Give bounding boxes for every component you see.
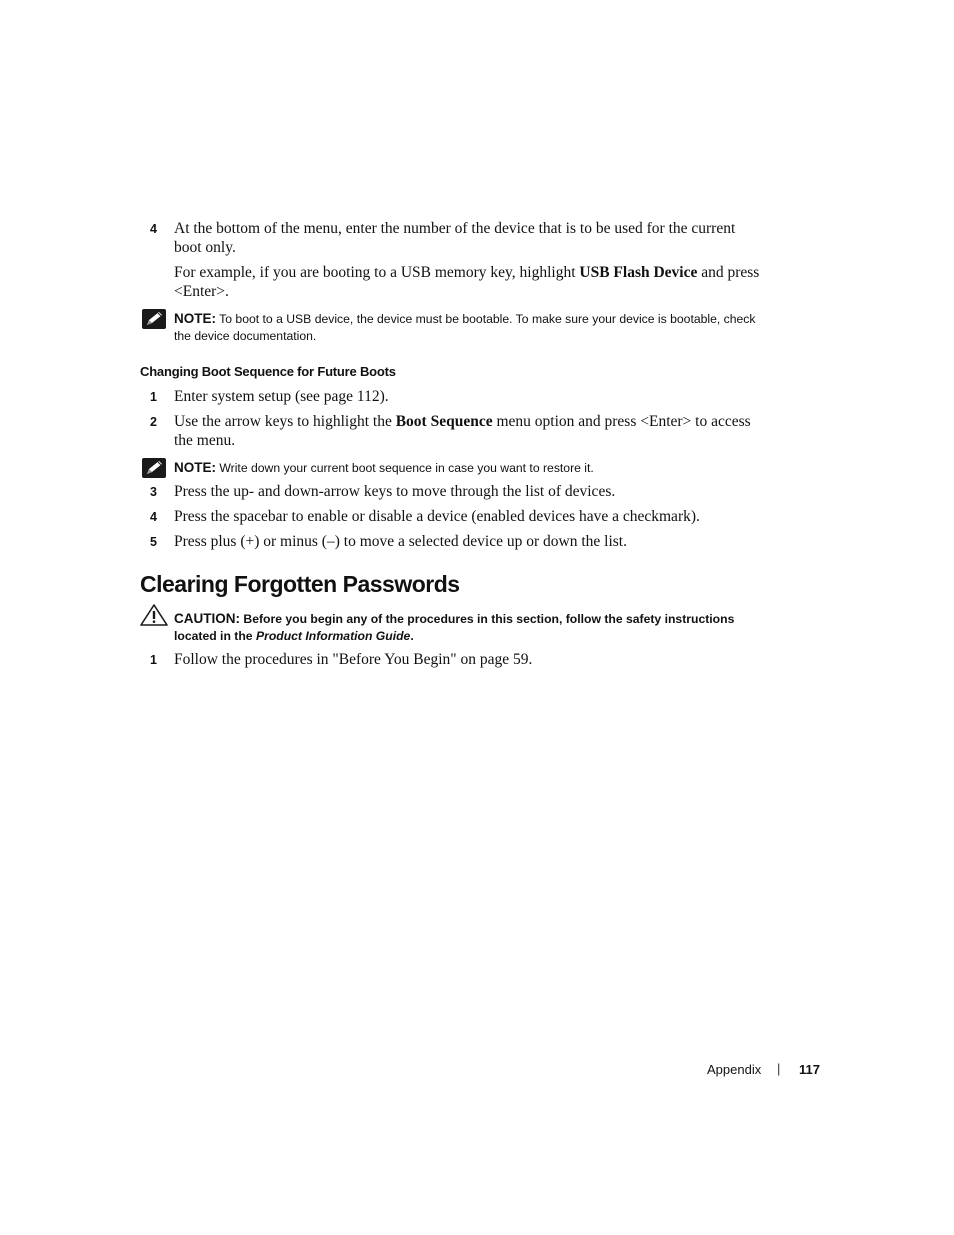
note-pencil-icon bbox=[142, 309, 166, 329]
step-number: 4 bbox=[150, 510, 157, 524]
step-number: 2 bbox=[150, 415, 157, 429]
footer-section-name: Appendix bbox=[707, 1062, 762, 1077]
caution-text-pre: Before you begin any of the procedures in this section, follow the safety instructions located in the bbox=[174, 612, 735, 643]
step-text-pre: Use the arrow keys to highlight the bbox=[174, 413, 396, 430]
note-pencil-icon bbox=[142, 458, 166, 478]
step-number: 1 bbox=[150, 653, 157, 667]
caution-text bbox=[174, 610, 754, 645]
step-number: 1 bbox=[150, 390, 157, 404]
section-heading: Changing Boot Sequence for Future Boots bbox=[140, 364, 396, 379]
note-label: NOTE: bbox=[174, 460, 216, 475]
step-number: 4 bbox=[150, 222, 157, 236]
step-text: Press plus (+) or minus (–) to move a selected device up or down the list. bbox=[174, 533, 627, 550]
note-boot-sequence bbox=[174, 459, 774, 477]
step-number: 5 bbox=[150, 535, 157, 549]
example-paragraph bbox=[174, 263, 764, 301]
example-ui-term: USB Flash Device bbox=[579, 264, 698, 281]
step-text: Enter system setup (see page 112). bbox=[174, 388, 389, 405]
footer-separator: | bbox=[777, 1061, 781, 1076]
step-ui-term: Boot Sequence bbox=[395, 413, 493, 430]
page-number: 117 bbox=[799, 1062, 820, 1077]
step-text: At the bottom of the menu, enter the number of the device that is to be used for the current boot only. bbox=[174, 220, 736, 256]
step-text bbox=[174, 412, 764, 450]
main-heading: Clearing Forgotten Passwords bbox=[140, 571, 460, 597]
step-text: Follow the procedures in "Before You Begin" on page 59. bbox=[174, 651, 533, 668]
example-text-pre: For example, if you are booting to a USB memory key, highlight bbox=[174, 264, 580, 281]
note-label: NOTE: bbox=[174, 311, 216, 326]
caution-label: CAUTION: bbox=[174, 611, 240, 626]
caution-triangle-icon bbox=[140, 604, 168, 626]
note-text: To boot to a USB device, the device must be bootable. To make sure your device is bootable, check the device documentation. bbox=[174, 312, 756, 343]
caution-text-post: . bbox=[410, 629, 414, 643]
step-text: Press the up- and down-arrow keys to move through the list of devices. bbox=[174, 483, 616, 500]
step-number: 3 bbox=[150, 485, 157, 499]
step-text-post: menu option and press <Enter> to access the menu. bbox=[174, 413, 751, 449]
step-text: Press the spacebar to enable or disable a device (enabled devices have a checkmark). bbox=[174, 508, 700, 525]
caution-guide-title: Product Information Guide bbox=[255, 629, 411, 643]
note-text: Write down your current boot sequence in case you want to restore it. bbox=[216, 461, 594, 475]
note-usb-boot bbox=[174, 310, 774, 345]
example-text-post: and press <Enter>. bbox=[174, 264, 760, 300]
